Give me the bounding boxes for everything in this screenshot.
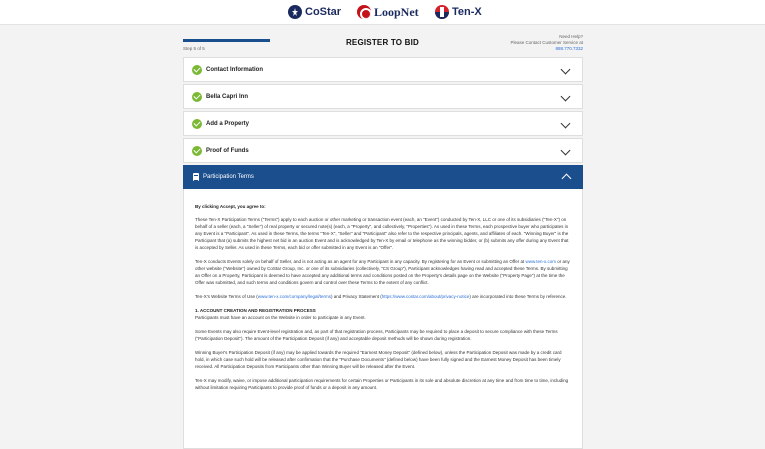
chevron-down-icon[interactable] — [561, 92, 571, 102]
section-label: Contact Information — [206, 66, 263, 73]
terms-paragraph — [195, 293, 571, 300]
terms-paragraph: Some Events may also require Event-level registration and, as part of that registration process, Participants may be required to place a deposit to secure compliance with these Terms ("Participation Deposit"). The amount of the Participation Deposit (if any) and acceptable deposit methods will be shown during registration. — [195, 329, 558, 341]
terms-paragraph: Participants must have an account on the Website in order to participate in any Event. — [195, 315, 366, 320]
costar-name: CoStar — [305, 6, 342, 18]
chevron-up-icon[interactable] — [562, 174, 572, 184]
chevron-down-icon[interactable] — [561, 119, 571, 129]
top-bar — [0, 0, 765, 25]
costar-star-icon — [288, 5, 302, 19]
tenx-logo[interactable] — [435, 4, 482, 20]
terms-paragraph — [195, 258, 571, 286]
tenx-website-link[interactable]: www.ten-x.com — [525, 259, 557, 264]
section-label: Add a Property — [206, 120, 250, 127]
section-label: Proof of Funds — [206, 147, 249, 154]
loopnet-loop-icon — [357, 5, 371, 19]
terms-text: ) and Privacy Statement ( — [331, 294, 382, 299]
terms-lead: By clicking Accept, you agree to: — [195, 204, 266, 209]
privacy-link[interactable]: https://www.costar.com/about/privacy-notice — [381, 294, 470, 299]
terms-text: or any other website ("Website") owned by CoStar Group, Inc. or one of its subsidiaries (collectively, "CS Group"), Participant acknowledges having read and accepted these Terms. By submitting an Offer on a Property, Participant is deemed to have accepted any additional terms and conditions posted on the Property's details page on the Website ("Property Page") at the time the Offer was submitted, and such terms and conditions govern and control over these Terms to the extent of any conflict. — [195, 259, 570, 285]
chevron-down-icon[interactable] — [561, 146, 571, 156]
check-circle-icon — [192, 65, 202, 75]
terms-text: Ten-X's Website Terms of Use ( — [195, 294, 258, 299]
help-phone-link[interactable]: 888.770.7332 — [555, 46, 583, 51]
terms-of-use-link[interactable]: www.ten-x.com/company/legal/terms — [257, 294, 331, 299]
terms-text: ) are incorporated into these Terms by reference. — [469, 294, 567, 299]
help-contact — [510, 34, 583, 52]
section-contact-information[interactable] — [183, 57, 583, 82]
page-title: REGISTER TO BID — [345, 38, 420, 47]
terms-paragraph: These Ten-X Participation Terms ("Terms") apply to each auction or other marketing or transaction event (each, an "Event") conducted by Ten-X, LLC or one of its subsidiaries ("Ten-X") on behalf of a seller (each, a "Seller") of real property or secured note(s) (each, a "Property", and collectively, "Properties"). As used in these Terms, each prospective buyer who participates in any Event is a "Participant". As used in these Terms, the terms "Ten-X", "Seller" and "Participant" also refer to the respective principals, agents, and affiliates of each. "Winning Buyer" is the Participant that (a) submits the highest net bid in an auction Event and is acknowledged by Ten-X by email or telephone as the winning bidder, or (b) submits any offer during any Event that is accepted by Seller. As used in these Terms, each bid or offer submitted in any Event is an "Offer". — [195, 217, 569, 250]
terms-content[interactable] — [183, 189, 583, 449]
terms-paragraph: Ten-X may modify, waive, or impose additional participation requirements for certain Properties or Participants in its sole and absolute discretion at any time and from time to time, including without limitation requiring Participants to provide proof of funds or a deposit in any amount. — [195, 378, 569, 390]
terms-text: Ten-X conducts Events solely on behalf of Seller, and is not acting as an agent for any Participant in any capacity. By registering for an Event or submitting an Offer at — [195, 259, 526, 264]
step-indicator: Step 5 of 5 — [183, 46, 205, 51]
loopnet-name: LoopNet — [374, 4, 419, 19]
section-label: Participation Terms — [203, 174, 254, 180]
check-circle-icon — [192, 146, 202, 156]
document-icon — [193, 173, 199, 181]
help-text: Please Contact Customer Service at — [510, 40, 583, 45]
registration-accordion — [183, 57, 583, 449]
loopnet-logo[interactable] — [357, 4, 419, 20]
help-heading: Need Help? — [559, 34, 583, 39]
chevron-down-icon[interactable] — [561, 65, 571, 75]
section-proof-of-funds[interactable] — [183, 138, 583, 163]
section-add-property[interactable] — [183, 111, 583, 136]
progress-bar — [183, 39, 270, 42]
tenx-mark-icon — [435, 5, 449, 19]
section-participation-terms[interactable] — [183, 165, 583, 189]
check-circle-icon — [192, 92, 202, 102]
terms-section-heading: 1. ACCOUNT CREATION AND REGISTRATION PROCESS — [195, 308, 316, 313]
section-label: Bella Capri Inn — [206, 93, 249, 100]
check-circle-icon — [192, 119, 202, 129]
tenx-name: Ten-X — [452, 6, 482, 18]
terms-paragraph: Winning Buyer's Participation Deposit (if any) may be applied towards the required "Earnest Money Deposit" (defined below), unless the Participation Deposit was made by a credit card hold, in which case such hold will be released after confirmation that the "Purchase Documents" (defined below) have been fully signed and the Earnest Money Deposit has been timely received. All Participation Deposits from Participants other than Winning Buyer will be released after the Event. — [195, 350, 562, 369]
section-property-name[interactable] — [183, 84, 583, 109]
costar-logo[interactable] — [288, 4, 341, 20]
